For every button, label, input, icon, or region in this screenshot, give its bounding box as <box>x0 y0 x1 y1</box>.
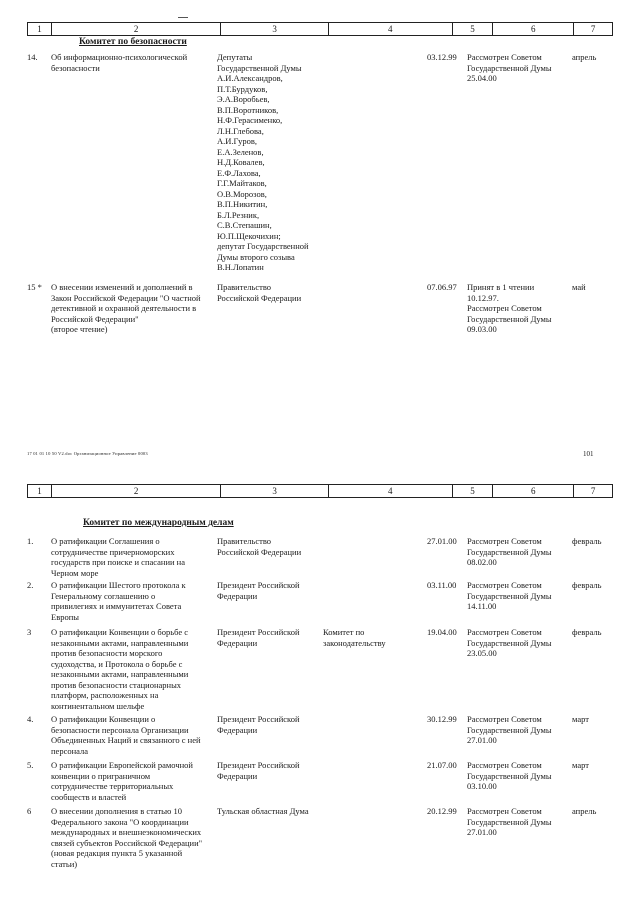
submission-date: 20.12.99 <box>427 806 457 816</box>
col-1-header: 1 <box>37 486 42 496</box>
section-title: Комитет по международным делам <box>83 518 234 528</box>
bill-status: Рассмотрен Советом Государственной Думы 23.05.00 <box>467 627 552 658</box>
bill-title: Об информационно-психологической безопасности <box>51 52 188 73</box>
col-2-header: 2 <box>51 485 220 497</box>
planned-month: май <box>572 282 586 292</box>
bill-author: Тульская областная Дума <box>217 806 309 816</box>
planned-month: апрель <box>572 52 597 62</box>
bill-title: О ратификации Европейской рамочной конвенции о приграничном сотрудничестве территориальных сообществ и властей <box>51 760 193 802</box>
bill-status: Рассмотрен Советом Государственной Думы 27.01.00 <box>467 806 552 837</box>
bill-author: Президент Российской Федерации <box>217 627 300 648</box>
row-number: 15 * <box>27 282 42 292</box>
bill-title: О внесении изменений и дополнений в Закон Российской Федерации "О частной детективной и охранной деятельности в Российской Федерации" (второе чтение) <box>51 282 201 334</box>
row-number: 1. <box>27 536 34 546</box>
col-7-header: 7 <box>573 485 612 497</box>
planned-month: апрель <box>572 806 597 816</box>
row-number: 2. <box>27 580 34 590</box>
col-3-header: 3 <box>220 485 328 497</box>
bill-status: Рассмотрен Советом Государственной Думы 25.04.00 <box>467 52 552 83</box>
col-6-header: 6 <box>492 485 573 497</box>
bill-author: Президент Российской Федерации <box>217 760 300 781</box>
row-number: 3 <box>27 627 32 637</box>
bill-title: О ратификации Конвенции о борьбе с незаконными актами, направленными против безопасности морского судоходства, и Протокола о борьбе с незаконными актами, направленными против безопасности стационарных платформ, расположенных на континентальном шельфе <box>51 627 189 711</box>
submission-date: 07.06.97 <box>427 282 457 292</box>
section-title: Комитет по безопасности <box>79 37 187 47</box>
bill-title: О ратификации Соглашения о сотрудничестве причерноморских государств при поиске и спасании на Черном море <box>51 536 186 578</box>
bill-author: Президент Российской Федерации <box>217 580 300 601</box>
planned-month: февраль <box>572 536 602 546</box>
bill-author: Правительство Российской Федерации <box>217 282 302 303</box>
col-2-header: 2 <box>51 23 220 35</box>
bill-author: Правительство Российской Федерации <box>217 536 302 557</box>
bill-status: Рассмотрен Советом Государственной Думы 14.11.00 <box>467 580 552 611</box>
row-number: 14. <box>27 52 38 62</box>
submission-date: 30.12.99 <box>427 714 457 724</box>
bill-author: Депутаты Государственной Думы А.И.Александров, П.Т.Бурдуков, Э.А.Воробьев, В.П.Воротников, Н.Ф.Герасименко, Л.Н.Глебова, А.И.Гуров, Е.А.Зеленов, Н.Д.Ковалев, Е.Ф.Лахова, Г.Г.Майтаков, О.В.Морозов, В.П.Никитин, Б.Л.Резник, С.В.Степашин, Ю.П.Щекочихин; депутат Государственной Думы второго созыва В.Н.Лопатин <box>217 52 309 272</box>
col-4-header: 4 <box>328 485 452 497</box>
col-6-header: 6 <box>492 23 573 35</box>
submission-date: 21.07.00 <box>427 760 457 770</box>
column-header-row <box>27 484 613 498</box>
row-number: 6 <box>27 806 32 816</box>
planned-month: март <box>572 760 589 770</box>
page-number: 101 <box>583 450 594 458</box>
submission-date: 03.12.99 <box>427 52 457 62</box>
col-5-header: 5 <box>452 485 493 497</box>
col-3-header: 3 <box>220 23 328 35</box>
row-number: 4. <box>27 714 34 724</box>
col-4-header: 4 <box>328 23 452 35</box>
bill-status: Рассмотрен Советом Государственной Думы 27.01.00 <box>467 714 552 745</box>
col-5-header: 5 <box>452 23 493 35</box>
bill-author: Президент Российской Федерации <box>217 714 300 735</box>
co-executor: Комитет по законодательству <box>323 627 386 648</box>
col-7-header: 7 <box>573 23 612 35</box>
scan-mark <box>178 17 188 18</box>
bill-status: Принят в 1 чтении 10.12.97. Рассмотрен Советом Государственной Думы 09.03.00 <box>467 282 552 334</box>
row-number: 5. <box>27 760 34 770</box>
planned-month: февраль <box>572 580 602 590</box>
submission-date: 19.04.00 <box>427 627 457 637</box>
document-footer: 17 01 01 10 50 V2.doc Организационное Управление 0003 <box>27 451 148 456</box>
planned-month: март <box>572 714 589 724</box>
bill-title: О внесении дополнения в статью 10 Федерального закона "О координации международных и внешнеэкономических связей субъектов Российской Федерации" (новая редакция пункта 5 указанной статьи) <box>51 806 203 869</box>
bill-status: Рассмотрен Советом Государственной Думы 03.10.00 <box>467 760 552 791</box>
bill-title: О ратификации Шестого протокола к Генеральному соглашению о привилегиях и иммунитетах Совета Европы <box>51 580 186 622</box>
submission-date: 27.01.00 <box>427 536 457 546</box>
submission-date: 03.11.00 <box>427 580 457 590</box>
col-1-header: 1 <box>37 24 42 34</box>
planned-month: февраль <box>572 627 602 637</box>
column-header-row <box>27 22 613 36</box>
bill-title: О ратификации Конвенции о безопасности персонала Организации Объединенных Наций и связанного с ней персонала <box>51 714 201 756</box>
bill-status: Рассмотрен Советом Государственной Думы 08.02.00 <box>467 536 552 567</box>
